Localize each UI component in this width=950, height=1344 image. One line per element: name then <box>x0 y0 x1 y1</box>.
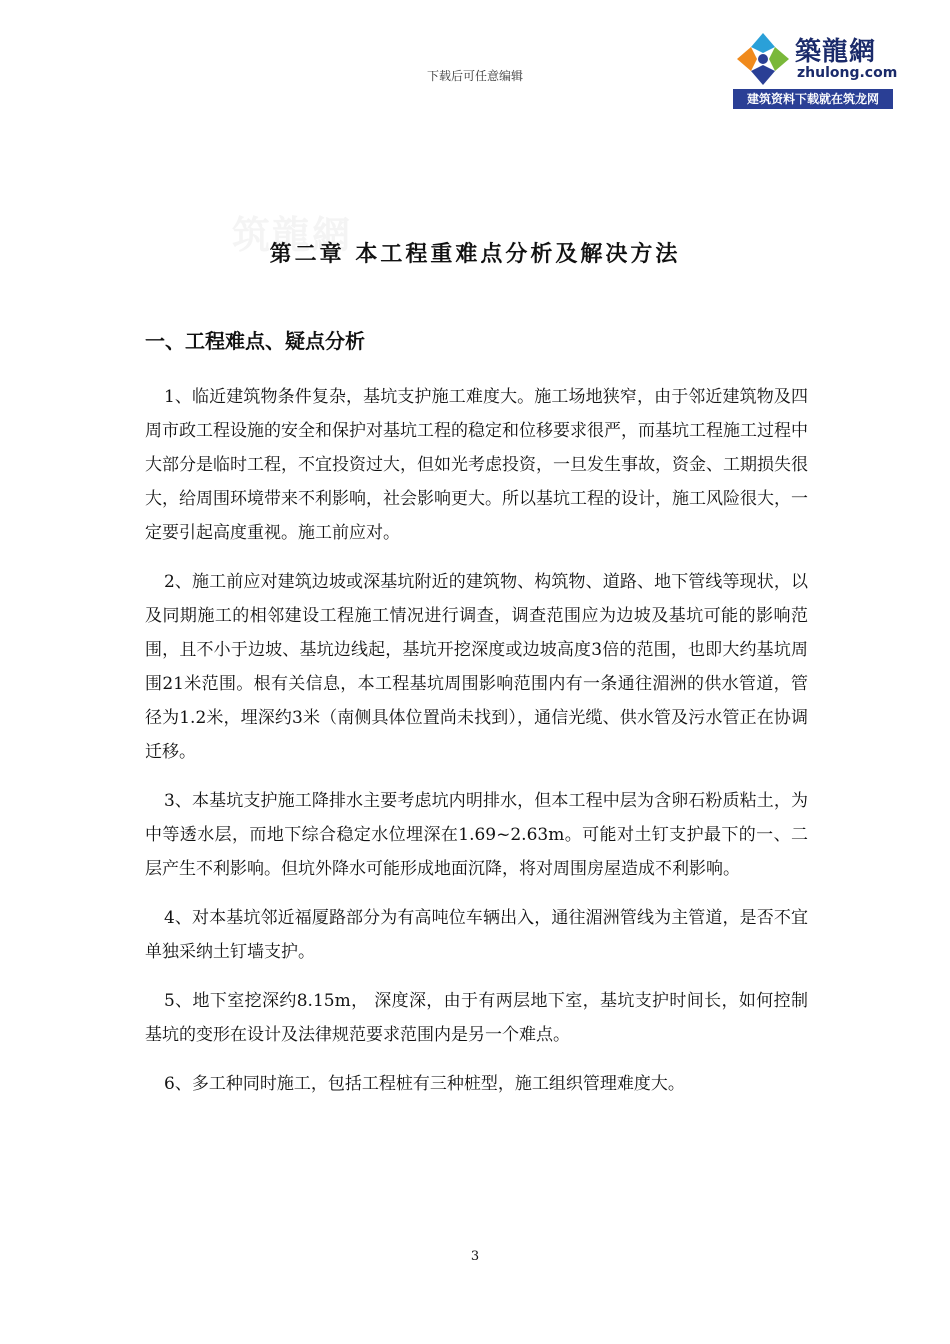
section-heading: 一、工程难点、疑点分析 <box>145 329 365 353</box>
watermark: 筑龍網 <box>232 212 353 257</box>
header-note: 下载后可任意编辑 <box>426 69 523 83</box>
paragraph-3: 3、本基坑支护施工降排水主要考虑坑内明排水，但本工程中层为含卵石粉质粘土，为中等透水层，而地下综合稳定水位埋深在1.69~2.63m。可能对土钉支护最下的一、二层产生不利影响。但坑外降水可能形成地面沉降，将对周围房屋造成不利影响。 <box>145 791 808 879</box>
logo-slogan: 建筑资料下载就在筑龙网 <box>733 89 893 109</box>
logo-domain: zhulong.com <box>797 65 898 81</box>
page-number: 3 <box>470 1249 480 1264</box>
paragraph-6: 6、多工种同时施工，包括工程桩有三种桩型，施工组织管理难度大。 <box>164 1074 685 1094</box>
body-text <box>145 380 808 1116</box>
logo-name: 築龍網 <box>795 37 877 67</box>
logo-mark-icon <box>735 31 791 87</box>
site-logo[interactable] <box>733 29 898 109</box>
paragraph-5: 5、地下室挖深约8.15m， 深度深，由于有两层地下室，基坑支护时间长，如何控制基坑的变形在设计及法律规范要求范围内是另一个难点。 <box>145 991 808 1045</box>
paragraph-4: 4、对本基坑邻近福厦路部分为有高吨位车辆出入，通往湄洲管线为主管道，是否不宜单独采纳土钉墙支护。 <box>145 908 808 962</box>
logo-top <box>733 29 898 89</box>
paragraph-1: 1、临近建筑物条件复杂，基坑支护施工难度大。施工场地狭窄，由于邻近建筑物及四周市政工程设施的安全和保护对基坑工程的稳定和位移要求很严，而基坑工程施工过程中大部分是临时工程，不宜投资过大，但如光考虑投资，一旦发生事故，资金、工期损失很大，给周围环境带来不利影响，社会影响更大。所以基坑工程的设计，施工风险很大，一定要引起高度重视。施工前应对。 <box>145 387 808 543</box>
chapter-title: 第二章 本工程重难点分析及解决方法 <box>269 242 681 267</box>
paragraph-2: 2、施工前应对建筑边坡或深基坑附近的建筑物、构筑物、道路、地下管线等现状，以及同期施工的相邻建设工程施工情况进行调查，调查范围应为边坡及基坑可能的影响范围，且不小于边坡、基坑边线起，基坑开挖深度或边坡高度3倍的范围，也即大约基坑周围21米范围。根有关信息，本工程基坑周围影响范围内有一条通往湄洲的供水管道，管径为1.2米，埋深约3米（南侧具体位置尚未找到），通信光缆、供水管及污水管正在协调迁移。 <box>145 572 808 762</box>
